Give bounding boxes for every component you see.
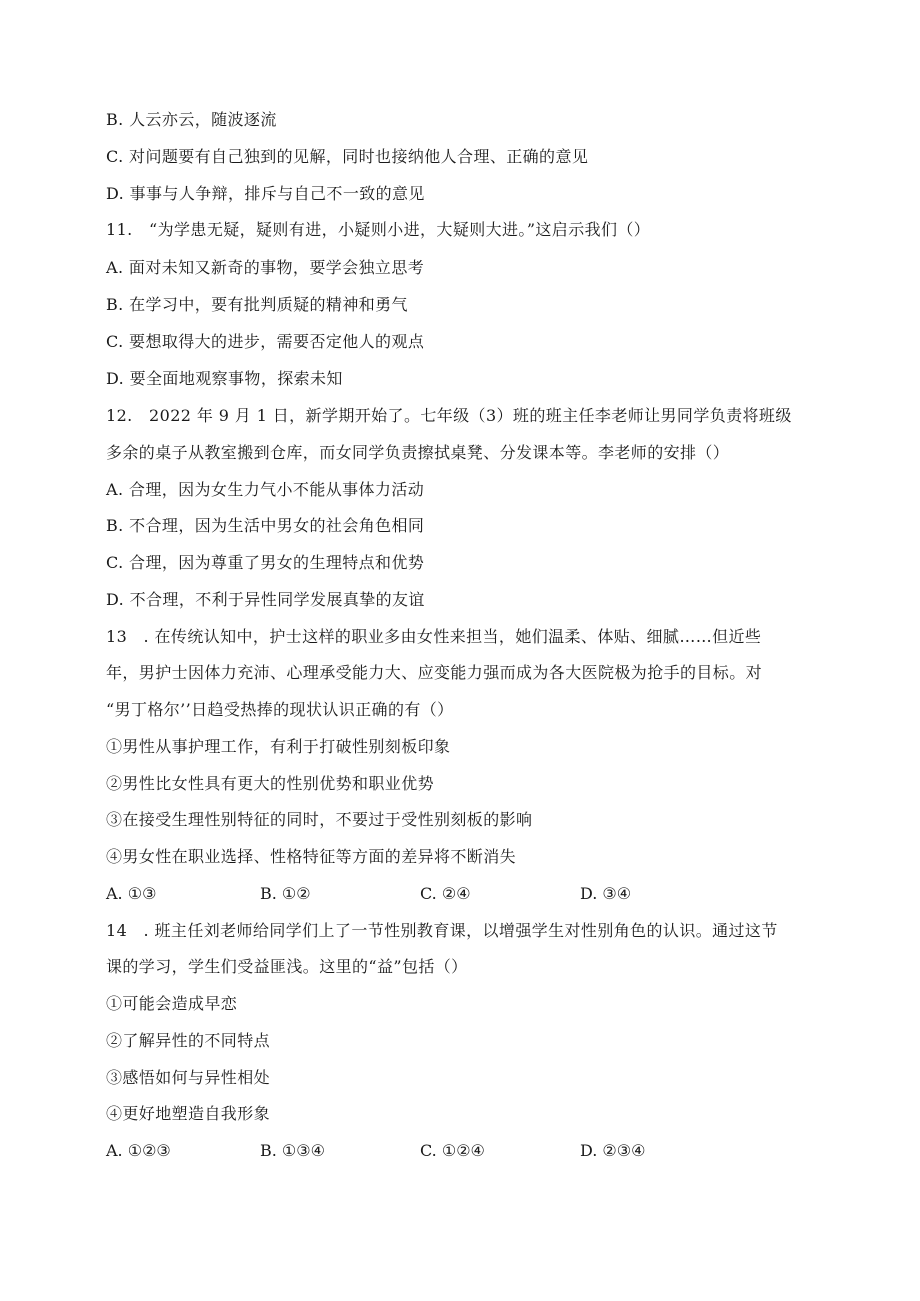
q14-choices bbox=[106, 1141, 866, 1161]
q14-choice-b: B. ①③④ bbox=[260, 1141, 325, 1160]
q14-choice-d: D. ②③④ bbox=[580, 1141, 646, 1160]
q14-statement-2: ②了解异性的不同特点 bbox=[106, 1031, 271, 1050]
q14-choice-c: C. ①②④ bbox=[420, 1141, 485, 1160]
q13-statement-4: ④男女性在职业选择、性格特征等方面的差异将不断消失 bbox=[106, 847, 517, 866]
q14-statement-3: ③感悟如何与异性相处 bbox=[106, 1068, 271, 1087]
q13-statement-3: ③在接受生理性别特征的同时，不要过于受性别刻板的影响 bbox=[106, 810, 533, 829]
q14-statement-1: ①可能会造成早恋 bbox=[106, 994, 238, 1013]
q12-option-d: D. 不合理，不利于异性同学发展真挚的友谊 bbox=[106, 590, 425, 609]
q11-option-a: A. 面对未知又新奇的事物，要学会独立思考 bbox=[106, 258, 425, 277]
q13-statement-1: ①男性从事护理工作，有利于打破性别刻板印象 bbox=[106, 737, 451, 756]
q12-option-c: C. 合理，因为尊重了男女的生理特点和优势 bbox=[106, 553, 425, 572]
q11-option-d: D. 要全面地观察事物，探索未知 bbox=[106, 369, 343, 388]
q14-statement-4: ④更好地塑造自我形象 bbox=[106, 1104, 271, 1123]
q10-option-c: C. 对问题要有自己独到的见解，同时也接纳他人合理、正确的意见 bbox=[106, 147, 589, 166]
q14-choice-a: A. ①②③ bbox=[106, 1141, 171, 1160]
q12-option-a: A. 合理，因为女生力气小不能从事体力活动 bbox=[106, 480, 425, 499]
q12-option-b: B. 不合理，因为生活中男女的社会角色相同 bbox=[106, 516, 425, 535]
q13-choice-a: A. ①③ bbox=[106, 884, 157, 903]
q13-stem-line-3: “男丁格尔’’日趋受热捧的现状认识正确的有（） bbox=[106, 700, 454, 719]
q13-choice-d: D. ③④ bbox=[580, 884, 632, 903]
q14-stem-line-2: 课的学习，学生们受益匪浅。这里的“益”包括（） bbox=[106, 957, 468, 976]
q12-stem-line-1: 12. 2022 年 9 月 1 日，新学期开始了。七年级（3）班的班主任李老师让男同学负责将班级 bbox=[106, 406, 792, 425]
q11-option-c: C. 要想取得大的进步，需要否定他人的观点 bbox=[106, 332, 425, 351]
q10-option-b: B. 人云亦云，随波逐流 bbox=[106, 110, 277, 129]
q11-option-b: B. 在学习中，要有批判质疑的精神和勇气 bbox=[106, 295, 408, 314]
q13-choices bbox=[106, 884, 866, 904]
q13-choice-b: B. ①② bbox=[260, 884, 311, 903]
q14-stem-line-1: 14 . 班主任刘老师给同学们上了一节性别教育课，以增强学生对性别角色的认识。通过这节 bbox=[106, 921, 778, 940]
q13-stem-line-2: 年，男护士因体力充沛、心理承受能力大、应变能力强而成为各大医院极为抢手的目标。对 bbox=[106, 663, 763, 682]
q12-stem-line-2: 多余的桌子从教室搬到仓库，而女同学负责擦拭桌凳、分发课本等。李老师的安排（） bbox=[106, 443, 730, 462]
q13-statement-2: ②男性比女性具有更大的性别优势和职业优势 bbox=[106, 774, 435, 793]
q13-choice-c: C. ②④ bbox=[420, 884, 471, 903]
q13-stem-line-1: 13 . 在传统认知中，护士这样的职业多由女性来担当，她们温柔、体贴、细腻……但近些 bbox=[106, 627, 762, 646]
q11-stem: 11. “为学患无疑，疑则有进，小疑则小进，大疑则大进。”这启示我们（） bbox=[106, 220, 651, 239]
q10-option-d: D. 事事与人争辩，排斥与自己不一致的意见 bbox=[106, 184, 425, 203]
